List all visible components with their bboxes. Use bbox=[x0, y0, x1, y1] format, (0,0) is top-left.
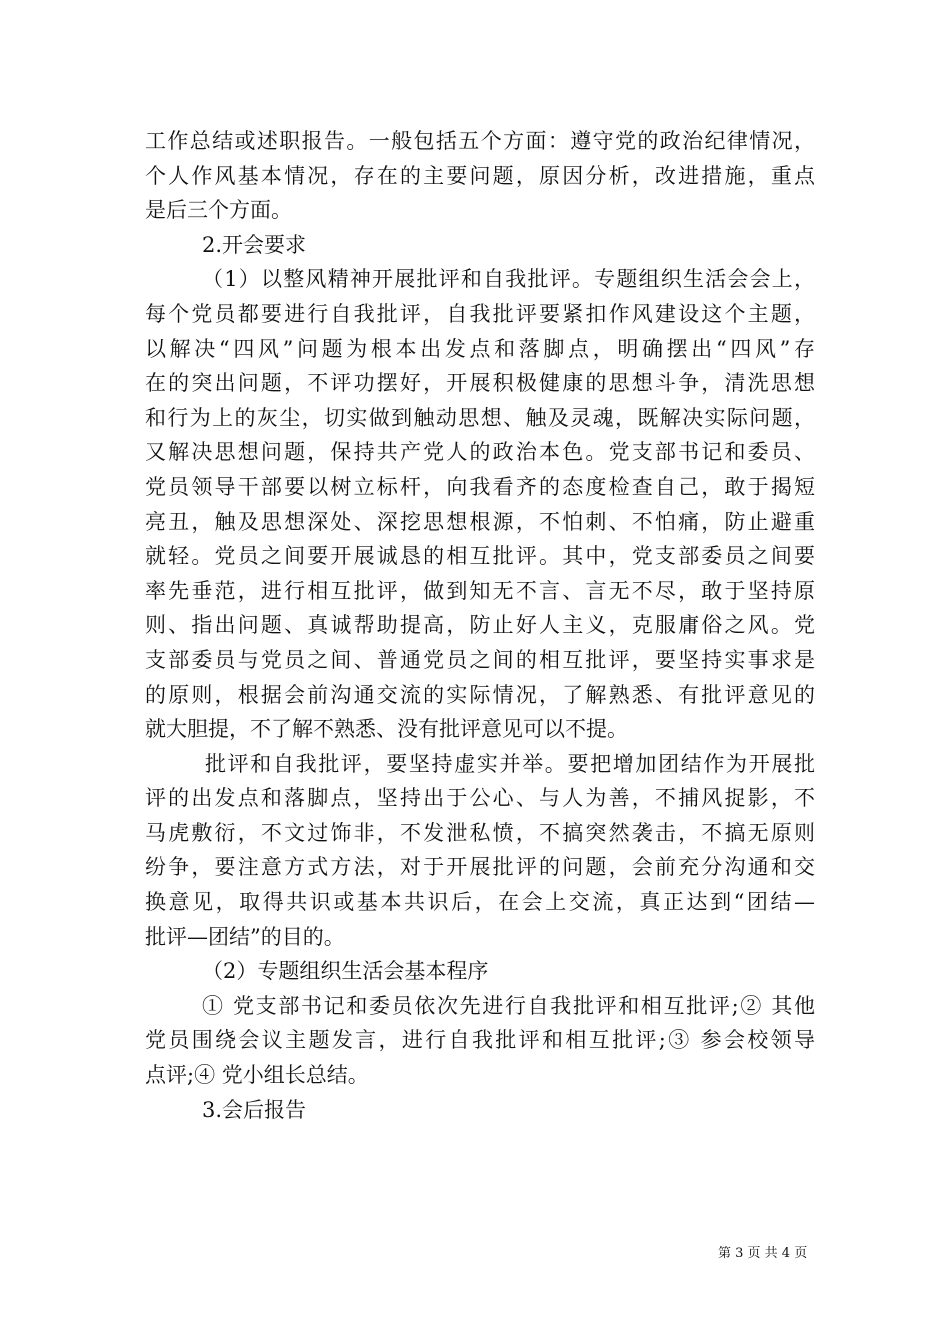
text-line: 点评;④ 党小组长总结。 bbox=[145, 1063, 369, 1088]
section-heading: 3.会后报告 bbox=[202, 1097, 307, 1122]
text-line: 党员领导干部要以树立标杆，向我看齐的态度检查自己，敢于揭短 bbox=[145, 474, 815, 499]
text-line: 则、指出问题、真诚帮助提高，防止好人主义，克服庸俗之风。党 bbox=[145, 613, 815, 638]
text-line: 纷争，要注意方式方法，对于开展批评的问题，会前充分沟通和交 bbox=[145, 855, 815, 880]
text-line: 率先垂范，进行相互批评，做到知无不言、言无不尽，敢于坚持原 bbox=[145, 578, 815, 603]
text-line: 工作总结或述职报告。一般包括五个方面：遵守党的政治纪律情况， bbox=[145, 129, 815, 153]
text-line: 支部委员与党员之间、普通党员之间的相互批评，要坚持实事求是 bbox=[145, 647, 815, 672]
section-heading: 2.开会要求 bbox=[202, 232, 307, 257]
text-line: 换意见，取得共识或基本共识后，在会上交流，真正达到“团结— bbox=[145, 890, 815, 915]
document-body bbox=[145, 124, 815, 1127]
text-line: 党员围绕会议主题发言，进行自我批评和相互批评;③ 参会校领导 bbox=[145, 1028, 815, 1053]
text-line: 批评—团结”的目的。 bbox=[145, 924, 345, 949]
page-number: 第 3 页 共 4 页 bbox=[718, 1246, 808, 1261]
text-line: 批评和自我批评，要坚持虚实并举。要把增加团结作为开展批 bbox=[205, 751, 815, 776]
text-line: （1）以整风精神开展批评和自我批评。专题组织生活会会上， bbox=[202, 267, 815, 292]
text-line: ① 党支部书记和委员依次先进行自我批评和相互批评;② 其他 bbox=[202, 993, 815, 1018]
text-line: 亮丑，触及思想深处、深挖思想根源，不怕刺、不怕痛，防止避重 bbox=[145, 509, 815, 534]
text-line: 在的突出问题，不评功摆好，开展积极健康的思想斗争，清洗思想 bbox=[145, 371, 815, 396]
text-line: 是后三个方面。 bbox=[145, 198, 292, 223]
text-line: 就大胆提，不了解不熟悉、没有批评意见可以不提。 bbox=[145, 717, 628, 742]
text-line: 和行为上的灰尘，切实做到触动思想、触及灵魂，既解决实际问题， bbox=[145, 405, 815, 430]
text-line: 的原则，根据会前沟通交流的实际情况，了解熟悉、有批评意见的 bbox=[145, 682, 815, 707]
text-line: 以解决“四风”问题为根本出发点和落脚点，明确摆出“四风”存 bbox=[145, 336, 815, 361]
text-line: 评的出发点和落脚点，坚持出于公心、与人为善，不捕风捉影，不 bbox=[145, 786, 815, 811]
text-line: 个人作风基本情况，存在的主要问题，原因分析，改进措施，重点 bbox=[145, 163, 815, 188]
text-line: 又解决思想问题，保持共产党人的政治本色。党支部书记和委员、 bbox=[145, 440, 815, 465]
text-line: 就轻。党员之间要开展诚恳的相互批评。其中，党支部委员之间要 bbox=[145, 544, 815, 569]
section-heading: （2）专题组织生活会基本程序 bbox=[202, 959, 489, 984]
text-line: 马虎敷衍，不文过饰非，不发泄私愤，不搞突然袭击，不搞无原则 bbox=[145, 820, 815, 845]
text-line: 每个党员都要进行自我批评，自我批评要紧扣作风建设这个主题， bbox=[145, 301, 815, 326]
